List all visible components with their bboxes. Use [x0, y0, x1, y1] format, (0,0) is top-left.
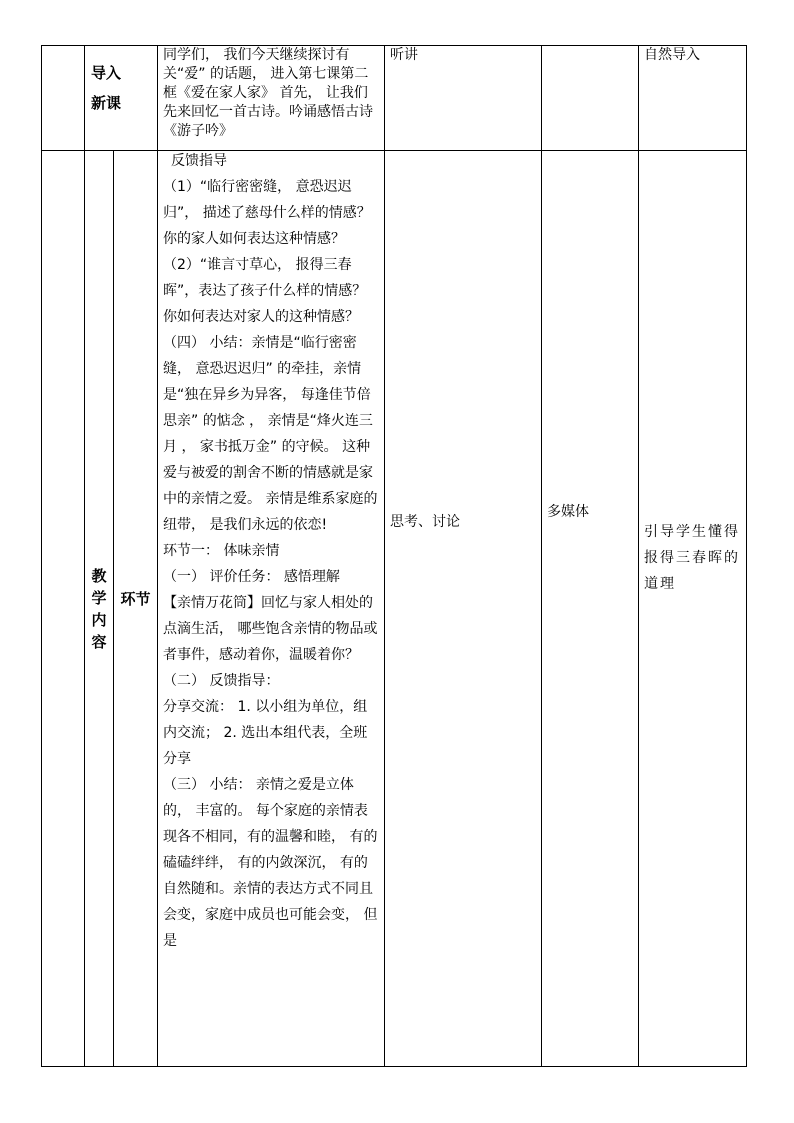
content-paragraph-8: （二） 反馈指导： [163, 673, 280, 689]
blank-left-cell-main [42, 151, 85, 1067]
section-label-char-2: 学 [91, 588, 107, 607]
intro-content-cell [158, 46, 385, 151]
intro-media-cell [542, 46, 639, 151]
content-paragraph-2: （1）“临行密密缝， 意恐迟迟归”， 描述了慈母什么样的情感？ 你的家人如何表达这种情感？ [163, 179, 371, 247]
main-media-cell [542, 151, 639, 1067]
intro-design-intent: 自然导入 [644, 47, 701, 63]
main-row [42, 151, 747, 1067]
intro-design-intent-cell [639, 46, 747, 151]
intro-label-line2: 新课 [91, 94, 122, 112]
main-student-activity-cell [385, 151, 542, 1067]
section-label-char-3: 内 [91, 610, 107, 629]
main-media: 多媒体 [547, 503, 590, 520]
main-content-text [158, 148, 384, 954]
intro-label-line1: 导入 [91, 64, 122, 82]
main-design-intent: 引导学生懂得 报得三春晖的道理 [644, 523, 741, 592]
intro-row [42, 46, 747, 151]
content-paragraph-5: 环节一： 体味亲情 [163, 543, 280, 559]
content-paragraph-9: 分享交流： 1. 以小组为单位，组内交流； 2. 选出本组代表，全班分享 [163, 699, 368, 767]
sub-label-cell [114, 151, 158, 1067]
lesson-plan-table [41, 45, 747, 1067]
content-paragraph-6: （一） 评价任务： 感悟理解 [163, 569, 340, 585]
section-label-char-4: 容 [91, 632, 107, 651]
content-paragraph-1: 反馈指导 [171, 153, 228, 169]
intro-label-cell [85, 46, 158, 151]
blank-left-cell [42, 46, 85, 151]
sub-label: 环节 [120, 590, 151, 608]
main-student-activity: 思考、讨论 [390, 513, 461, 530]
content-paragraph-3: （2）“谁言寸草心， 报得三春晖”，表达了孩子什么样的情感？ 你如何表达对家人的这种情感？ [163, 257, 367, 325]
intro-content-text: 同学们， 我们今天继续探讨有关“爱” 的话题， 进入第七课第二框《爱在家人家》 首先， 让我们先来回忆一首古诗。吟诵感悟古诗《游子吟》 [163, 47, 374, 139]
content-paragraph-7: 【亲情万花筒】回忆与家人相处的点滴生活， 哪些饱含亲情的物品或者事件，感动着你，温暖着你？ [163, 595, 378, 663]
section-label-cell [85, 151, 114, 1067]
main-content-cell [158, 151, 385, 1067]
content-paragraph-10: （三） 小结： 亲情之爱是立体的， 丰富的。 每个家庭的亲情表现各不相同，有的温馨和睦， 有的磕磕绊绊， 有的内敛深沉， 有的自然随和。亲情的表达方式不同且会变，家庭中成员也可能会变， 但是 [163, 777, 378, 949]
main-design-intent-cell [639, 151, 747, 1067]
intro-student-activity: 听讲 [390, 47, 419, 63]
section-label-char-1: 教 [91, 566, 107, 585]
content-paragraph-4: （四） 小结：亲情是“临行密密缝， 意恐迟迟归” 的牵挂，亲情是“独在异乡为异客， 每逢佳节倍思亲” 的惦念 ， 亲情是“烽火连三月 ， 家书抵万金” 的守候。 这种爱与被爱的割舍不断的情感就是家中的亲情之爱。 亲情是维系家庭的纽带， 是我们永远的依恋! [163, 335, 378, 533]
intro-student-activity-cell [385, 46, 542, 151]
